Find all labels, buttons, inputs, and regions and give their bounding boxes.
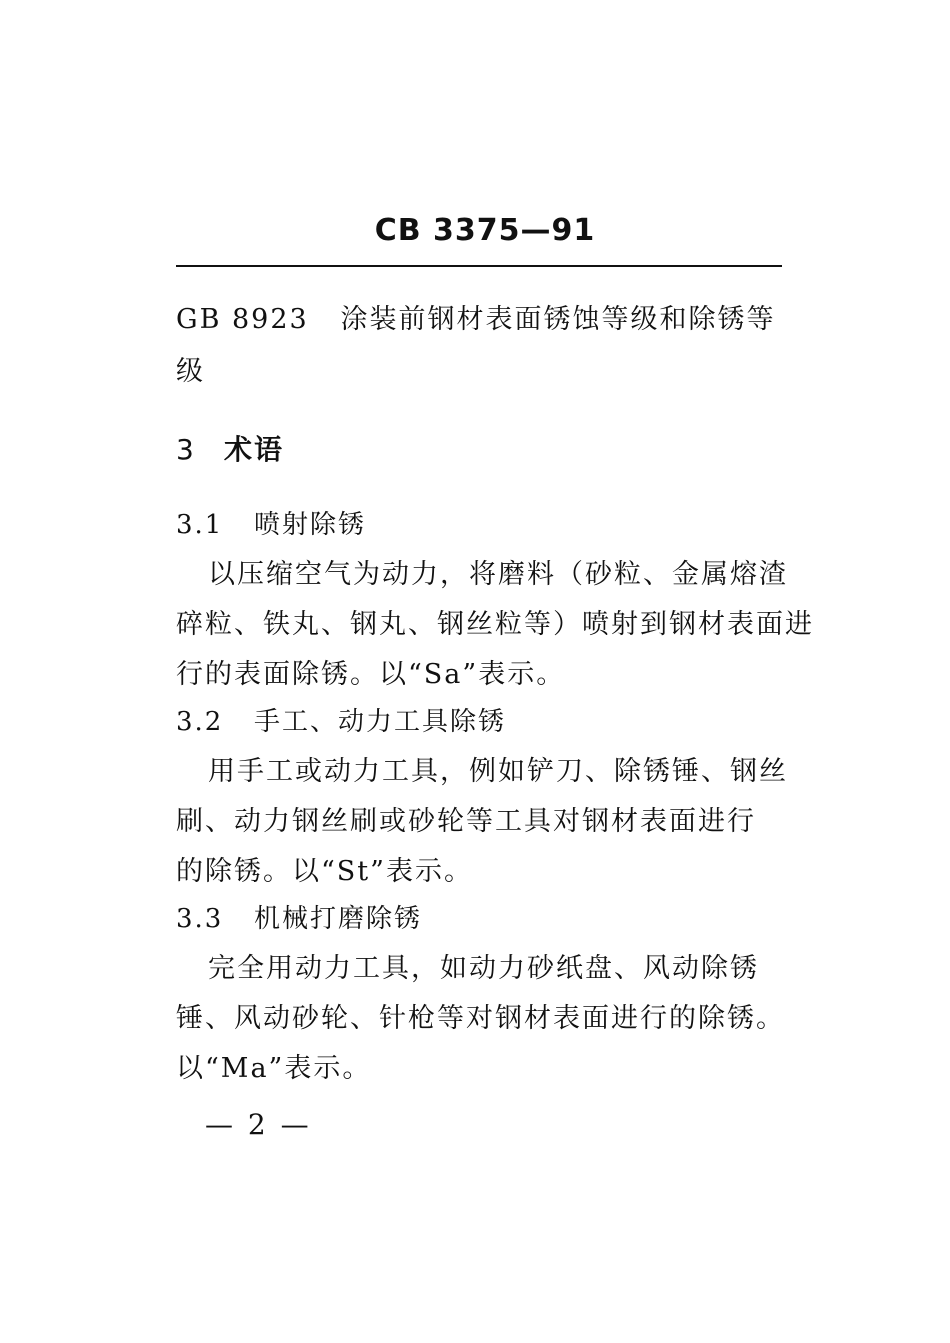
term-heading: [176, 897, 786, 941]
reference-line-2: 级: [176, 356, 205, 387]
term-title: 喷射除锈: [254, 510, 367, 540]
page-number: — 2 —: [205, 1108, 312, 1141]
term-body-line: 锤、风动砂轮、针枪等对钢材表面进行的除锈。: [176, 1003, 785, 1034]
section-number: 3: [176, 433, 196, 466]
term-title: 手工、动力工具除锈: [254, 707, 507, 737]
term-body-line: 刷、动力钢丝刷或砂轮等工具对钢材表面进行: [176, 806, 756, 837]
term-number: 3.2: [176, 707, 224, 737]
term-title: 机械打磨除锈: [254, 904, 423, 934]
section-title: 术语: [224, 433, 285, 466]
term-heading: [176, 700, 786, 744]
page-header-title: CB 3375—91: [374, 213, 596, 248]
reference-code: GB 8923: [176, 304, 309, 335]
term-body-line: 以“Ma”表示。: [176, 1053, 372, 1084]
term-number: 3.1: [176, 510, 224, 540]
term-body-line: 用手工或动力工具，例如铲刀、除锈锤、钢丝: [208, 756, 788, 787]
header-divider: [176, 265, 782, 267]
reference-line-1: [176, 298, 786, 342]
term-number: 3.3: [176, 904, 224, 934]
term-body-line: 碎粒、铁丸、钢丸、钢丝粒等）喷射到钢材表面进: [176, 609, 814, 640]
term-body-line: 行的表面除锈。以“Sa”表示。: [176, 659, 566, 690]
term-body-line: 以压缩空气为动力，将磨料（砂粒、金属熔渣: [208, 559, 788, 590]
term-body-line: 完全用动力工具，如动力砂纸盘、风动除锈: [208, 953, 759, 984]
section-heading: [176, 428, 786, 472]
term-heading: [176, 503, 786, 547]
term-body-line: 的除锈。以“St”表示。: [176, 856, 473, 887]
reference-title-line1: 涂装前钢材表面锈蚀等级和除锈等: [340, 304, 776, 335]
